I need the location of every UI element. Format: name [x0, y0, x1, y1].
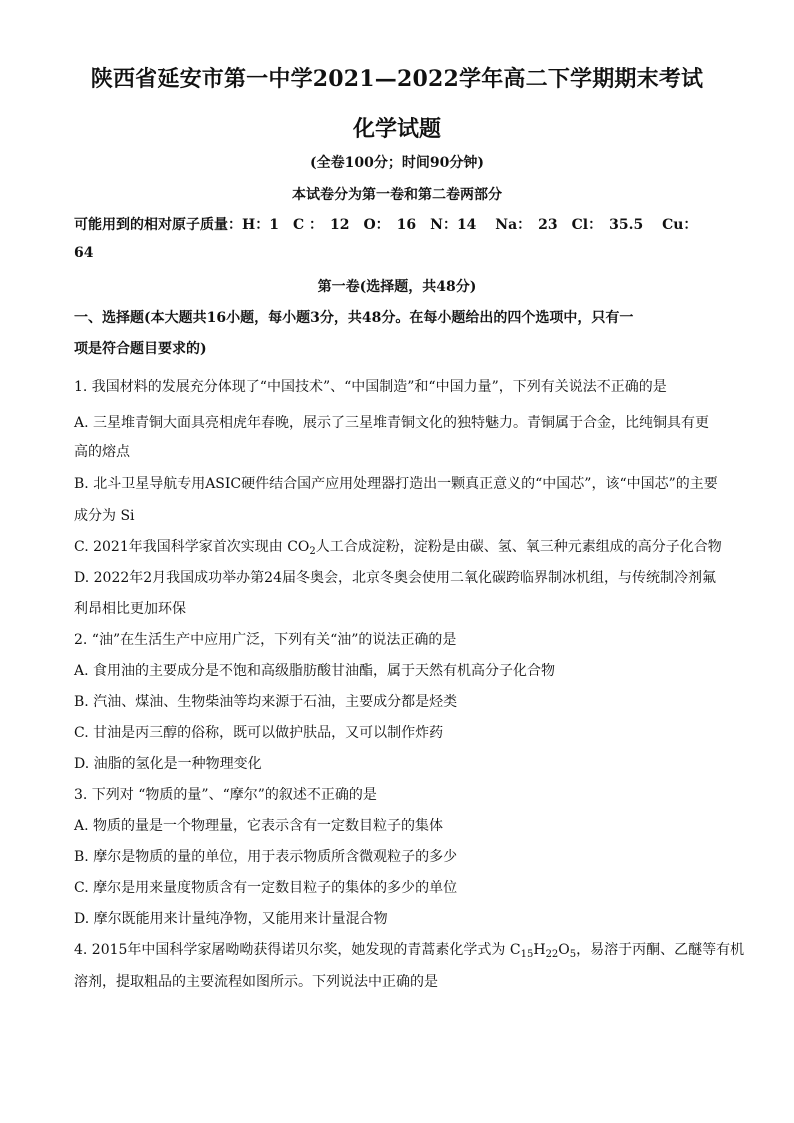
- option-text: C. 2021年我国科学家首次实现由 CO: [74, 539, 310, 555]
- question-1-option-d-cont: 利昂相比更加环保: [74, 601, 186, 617]
- question-1-option-a-cont: 高的熔点: [74, 444, 130, 460]
- stem-text: ，易溶于丙酮、乙醚等有机: [576, 942, 745, 958]
- formula-element: H: [533, 942, 546, 958]
- question-3-stem: 3. 下列对 “物质的量”、“摩尔”的叙述不正确的是: [74, 787, 377, 803]
- question-1-stem: 1. 我国材料的发展充分体现了“中国技术”、“中国制造”和“中国力量”，下列有关说法不正确的是: [74, 379, 667, 395]
- subscript: 5: [569, 949, 577, 960]
- atomic-mass-line-cont: 64: [74, 245, 94, 261]
- subscript: 2: [309, 546, 316, 557]
- question-1-option-b-cont: 成分为 Si: [74, 508, 135, 524]
- section-instructions: 一、选择题(本大题共16小题，每小题3分，共48分。在每小题给出的四个选项中，只有一: [74, 310, 634, 326]
- formula-element: O: [558, 942, 570, 958]
- question-3-option-d: D. 摩尔既能用来计量纯净物，又能用来计量混合物: [74, 911, 388, 927]
- question-4-stem: [74, 939, 744, 959]
- question-2-option-d: D. 油脂的氢化是一种物理变化: [74, 756, 262, 772]
- question-3-option-b: B. 摩尔是物质的量的单位，用于表示物质所含微观粒子的多少: [74, 849, 458, 865]
- volume-title: 第一卷(选择题，共48分): [317, 279, 477, 295]
- exam-title: 陕西省延安市第一中学2021—2022学年高二下学期期末考试: [90, 66, 704, 92]
- question-1-option-d: D. 2022年2月我国成功举办第24届冬奥会，北京冬奥会使用二氧化碳跨临界制冰机组，与传统制冷剂氟: [74, 570, 716, 586]
- question-2-option-a: A. 食用油的主要成分是不饱和高级脂肪酸甘油酯，属于天然有机高分子化合物: [74, 663, 556, 679]
- exam-subtitle: 化学试题: [352, 116, 441, 142]
- question-3-option-c: C. 摩尔是用来量度物质含有一定数目粒子的集体的多少的单位: [74, 880, 458, 896]
- stem-text: 4. 2015年中国科学家屠呦呦获得诺贝尔奖，她发现的青蒿素化学式为 C: [74, 942, 521, 958]
- subscript: 15: [520, 949, 534, 960]
- question-3-option-a: A. 物质的量是一个物理量，它表示含有一定数目粒子的集体: [74, 818, 444, 834]
- question-1-option-c: [74, 536, 722, 556]
- question-1-option-b: B. 北斗卫星导航专用ASIC硬件结合国产应用处理器打造出一颗真正意义的“中国芯”，该“中国芯”的主要: [74, 476, 718, 492]
- question-2-option-b: B. 汽油、煤油、生物柴油等均来源于石油，主要成分都是烃类: [74, 694, 458, 710]
- score-time-note: (全卷100分；时间90分钟): [310, 155, 484, 171]
- question-2-stem: 2. “油”在生活生产中应用广泛，下列有关“油”的说法正确的是: [74, 632, 457, 648]
- question-1-option-a: A. 三星堆青铜大面具亮相虎年春晚，展示了三星堆青铜文化的独特魅力。青铜属于合金，比纯铜具有更: [74, 415, 710, 431]
- question-2-option-c: C. 甘油是丙三醇的俗称，既可以做护肤品，又可以制作炸药: [74, 725, 444, 741]
- question-4-stem-cont: 溶剂，提取粗品的主要流程如图所示。下列说法中正确的是: [74, 974, 438, 990]
- atomic-mass-line: 可能用到的相对原子质量：H：1 C ： 12 O： 16 N：14 Na： 23 Cl： 35.5 Cu：: [74, 217, 698, 233]
- option-text: 人工合成淀粉，淀粉是由碳、氢、氧三种元素组成的高分子化合物: [315, 539, 722, 555]
- subscript: 22: [545, 949, 559, 960]
- section-instructions-cont: 项是符合题目要求的): [74, 341, 207, 357]
- parts-note: 本试卷分为第一卷和第二卷两部分: [292, 187, 502, 203]
